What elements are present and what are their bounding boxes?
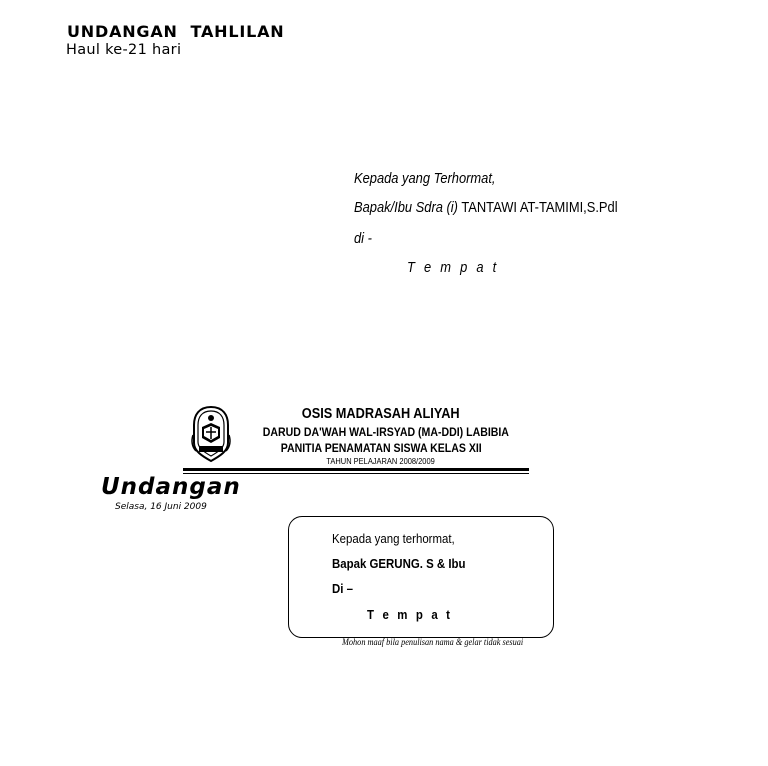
top-di: di - xyxy=(354,230,372,247)
top-recipient xyxy=(354,199,618,216)
bottom-di: Di – xyxy=(332,581,353,596)
tahlilan-subtitle: Haul ke-21 hari xyxy=(66,42,182,58)
tahlilan-title: UNDANGAN TAHLILAN xyxy=(67,22,285,41)
invitation-date: Selasa, 16 Juni 2009 xyxy=(115,502,207,512)
org-academic-year: TAHUN PELAJARAN 2008/2009 xyxy=(326,456,436,466)
top-place: T e m p a t xyxy=(407,259,499,276)
undangan-title: Undangan xyxy=(101,474,241,500)
bottom-recipient: Bapak GERUNG. S & Ibu xyxy=(332,556,466,571)
apology-note: Mohon maaf bila penulisan nama & gelar tidak sesuai xyxy=(342,637,524,647)
top-recipient-prefix: Bapak/Ibu Sdra (i) xyxy=(354,199,458,216)
org-school: DARUD DA'WAH WAL-IRSYAD (MA-DDI) LABIBIA xyxy=(262,425,509,439)
bottom-greeting: Kepada yang terhormat, xyxy=(332,531,455,546)
org-name: OSIS MADRASAH ALIYAH xyxy=(302,406,460,422)
top-greeting: Kepada yang Terhormat, xyxy=(354,170,496,187)
school-emblem-icon xyxy=(190,405,232,463)
header-rule xyxy=(183,468,529,471)
bottom-place: T e m p a t xyxy=(367,607,453,622)
top-recipient-name: TANTAWI AT-TAMIMI,S.Pdl xyxy=(461,199,618,216)
org-committee: PANITIA PENAMATAN SISWA KELAS XII xyxy=(280,441,482,455)
